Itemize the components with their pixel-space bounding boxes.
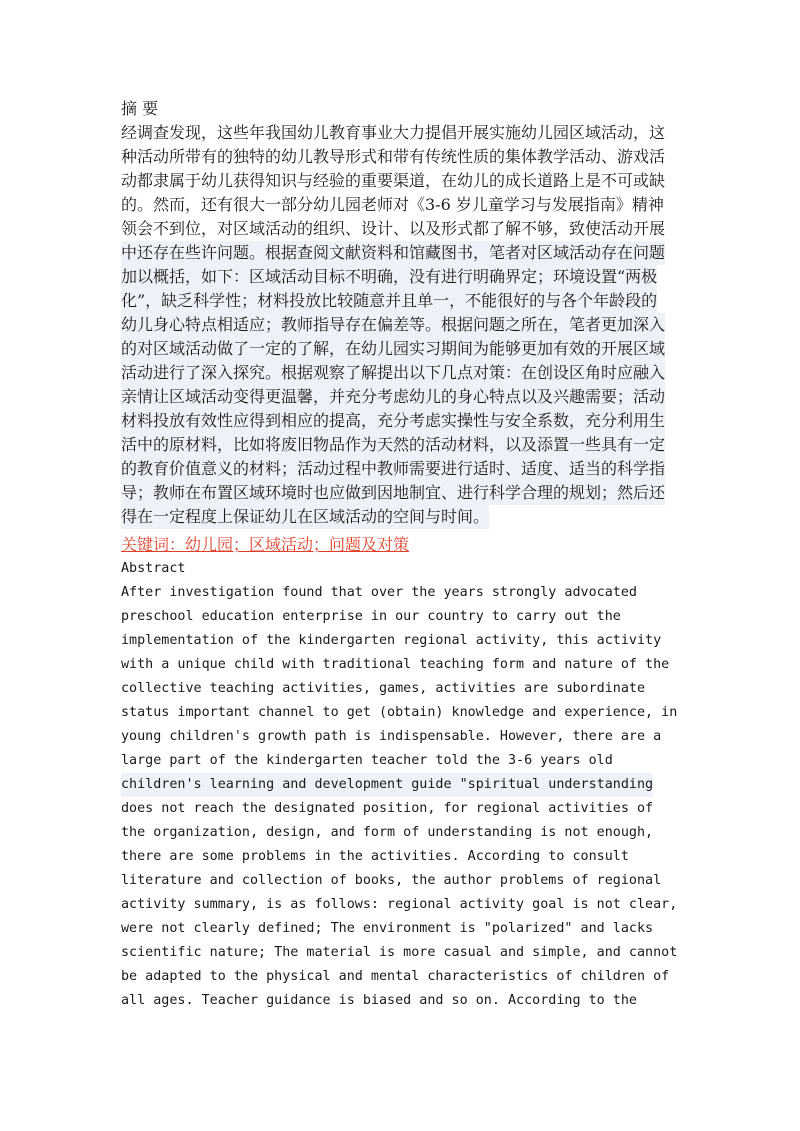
abstract-en-line: status important channel to get (obtain) knowledge and experience, in [121,705,678,720]
abstract-en-line: scientific nature; The material is more casual and simple, and cannot [121,945,678,960]
abstract-cn-line: 加以概括，如下：区域活动目标不明确，没有进行明确界定；环境设置“两极 [121,265,657,289]
abstract-en-line: there are some problems in the activities. According to consult [121,849,629,864]
abstract-en-line: the organization, design, and form of understanding is not enough, [121,825,654,840]
abstract-en-line: young children's growth path is indispensable. However, there are a [121,729,662,744]
keywords-line: 关键词：幼儿园；区域活动；问题及对策 [121,535,410,554]
abstract-cn-line: 导；教师在布置区域环境时也应做到因地制宜、进行科学合理的规划；然后还 [121,481,665,505]
abstract-cn-line: 的教育价值意义的材料；活动过程中教师需要进行适时、适度、适当的科学指 [121,457,665,481]
abstract-en-line: all ages. Teacher guidance is biased and so on. According to the [121,993,637,1008]
abstract-cn-line: 动都隶属于幼儿获得知识与经验的重要渠道，在幼儿的成长道路上是不可或缺 [121,171,666,190]
abstract-en-line: large part of the kindergarten teacher told the 3-6 years old [121,753,613,768]
abstract-en-heading: Abstract [121,561,186,576]
abstract-en-line: collective teaching activities, games, activities are subordinate [121,681,646,696]
abstract-cn-line: 经调查发现，这些年我国幼儿教育事业大力提倡开展实施幼儿园区域活动，这 [121,123,666,142]
abstract-en-line: does not reach the designated position, for regional activities of [121,801,654,816]
abstract-en-line: implementation of the kindergarten regional activity, this activity [121,633,662,648]
abstract-en-line: be adapted to the physical and mental characteristics of children of [121,969,670,984]
abstract-en-line: activity summary, is as follows: regional activity goal is not clear, [121,897,678,912]
abstract-cn-line: 领会不到位，对区域活动的组织、设计、以及形式都了解不够，致使活动开展 [121,219,666,238]
abstract-en-line: were not clearly defined; The environment is "polarized" and lacks [121,921,654,936]
abstract-cn-line: 亲情让区域活动变得更温馨，并充分考虑幼儿的身心特点以及兴趣需要；活动 [121,385,665,409]
abstract-en-line: with a unique child with traditional teaching form and nature of the [121,657,670,672]
abstract-cn-line: 得在一定程度上保证幼儿在区域活动的空间与时间。 [121,505,489,529]
abstract-cn-line: 活动进行了深入探究。根据观察了解提出以下几点对策：在创设区角时应融入 [121,361,665,385]
abstract-cn-line: 的对区域活动做了一定的了解，在幼儿园实习期间为能够更加有效的开展区域 [121,337,665,361]
abstract-en-line: preschool education enterprise in our country to carry out the [121,609,621,624]
abstract-cn-line: 化”，缺乏科学性；材料投放比较随意并且单一，不能很好的与各个年龄段的 [121,289,657,313]
abstract-cn-heading: 摘 要 [121,99,159,118]
abstract-cn-line: 材料投放有效性应得到相应的提高，充分考虑实操性与安全系数，充分利用生 [121,409,665,433]
abstract-cn-line: 种活动所带有的独特的幼儿教导形式和带有传统性质的集体教学活动、游戏活 [121,147,666,166]
abstract-cn-line: 中还存在些许问题。根据查阅文献资料和馆藏图书，笔者对区域活动存在问题 [121,241,665,265]
abstract-cn-line: 的。然而，还有很大一部分幼儿园老师对《3-6 岁儿童学习与发展指南》精神 [121,195,664,214]
abstract-en-line: literature and collection of books, the author problems of regional [121,873,662,888]
abstract-en-line: After investigation found that over the years strongly advocated [121,585,637,600]
abstract-cn-line: 幼儿身心特点相适应；教师指导存在偏差等。根据问题之所在，笔者更加深入 [121,313,665,337]
abstract-en-line: children's learning and development guide "spiritual understanding [121,773,653,797]
abstract-cn-line: 活中的原材料，比如将废旧物品作为天然的活动材料，以及添置一些具有一定 [121,433,665,457]
